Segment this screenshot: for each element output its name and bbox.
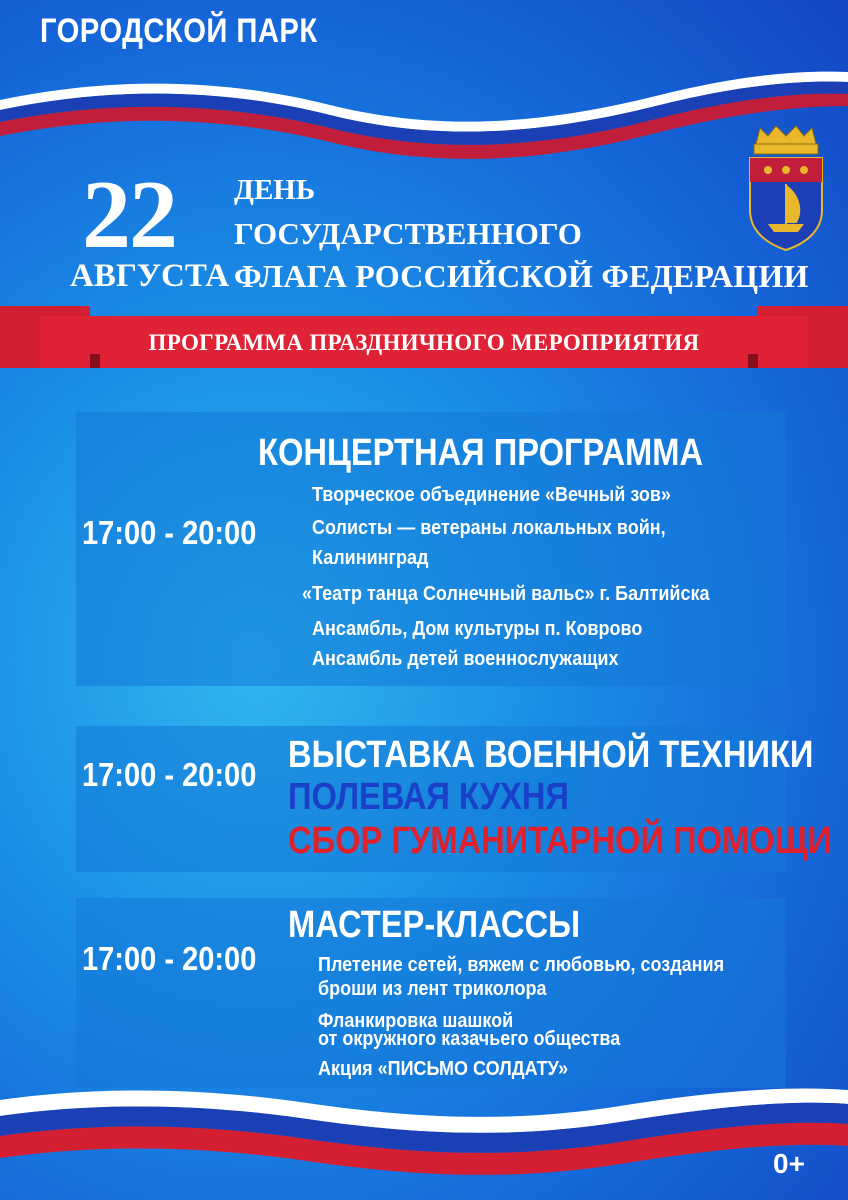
concert-item: «Театр танца Солнечный вальс» г. Балтийска bbox=[302, 583, 710, 605]
program-banner: ПРОГРАММА ПРАЗДНИЧНОГО МЕРОПРИЯТИЯ bbox=[148, 330, 700, 355]
concert-item: Калининград bbox=[312, 547, 429, 569]
concert-item: Солисты — ветераны локальных войн, bbox=[312, 517, 666, 539]
concert-time: 17:00 - 20:00 bbox=[82, 514, 257, 551]
field-kitchen-title: ПОЛЕВАЯ КУХНЯ bbox=[288, 776, 569, 818]
concert-title: КОНЦЕРТНАЯ ПРОГРАММА bbox=[258, 432, 704, 474]
title-line-3: ФЛАГА РОССИЙСКОЙ ФЕДЕРАЦИИ bbox=[234, 258, 809, 294]
title-line-2: ГОСУДАРСТВЕННОГО bbox=[234, 216, 582, 251]
concert-item: Творческое объединение «Вечный зов» bbox=[312, 484, 671, 506]
humanitarian-aid-title: СБОР ГУМАНИТАРНОЙ ПОМОЩИ bbox=[288, 820, 832, 862]
concert-item: Ансамбль детей военнослужащих bbox=[312, 648, 619, 670]
month-label: АВГУСТА bbox=[70, 258, 230, 294]
masterclass-item: Плетение сетей, вяжем с любовью, создания bbox=[318, 954, 725, 976]
exhibition-time: 17:00 - 20:00 bbox=[82, 756, 257, 793]
city-coat-of-arms-icon bbox=[746, 124, 826, 252]
masterclass-item: от окружного казачьего общества bbox=[318, 1028, 621, 1050]
masterclass-item: Фланкировка шашкой bbox=[318, 1010, 514, 1032]
age-rating: 0+ bbox=[773, 1148, 805, 1179]
masterclass-time: 17:00 - 20:00 bbox=[82, 940, 257, 977]
title-line-1: ДЕНЬ bbox=[234, 174, 316, 206]
park-label: ГОРОДСКОЙ ПАРК bbox=[40, 12, 318, 50]
day-number: 22 bbox=[82, 161, 176, 269]
concert-item: Ансамбль, Дом культуры п. Коврово bbox=[312, 618, 643, 640]
military-exhibition-title: ВЫСТАВКА ВОЕННОЙ ТЕХНИКИ bbox=[288, 734, 814, 776]
masterclass-title: МАСТЕР-КЛАССЫ bbox=[288, 904, 581, 946]
masterclass-item: броши из лент триколора bbox=[318, 978, 547, 1000]
masterclass-item: Акция «ПИСЬМО СОЛДАТУ» bbox=[318, 1058, 569, 1080]
bottom-tricolor-wave bbox=[0, 1066, 848, 1200]
